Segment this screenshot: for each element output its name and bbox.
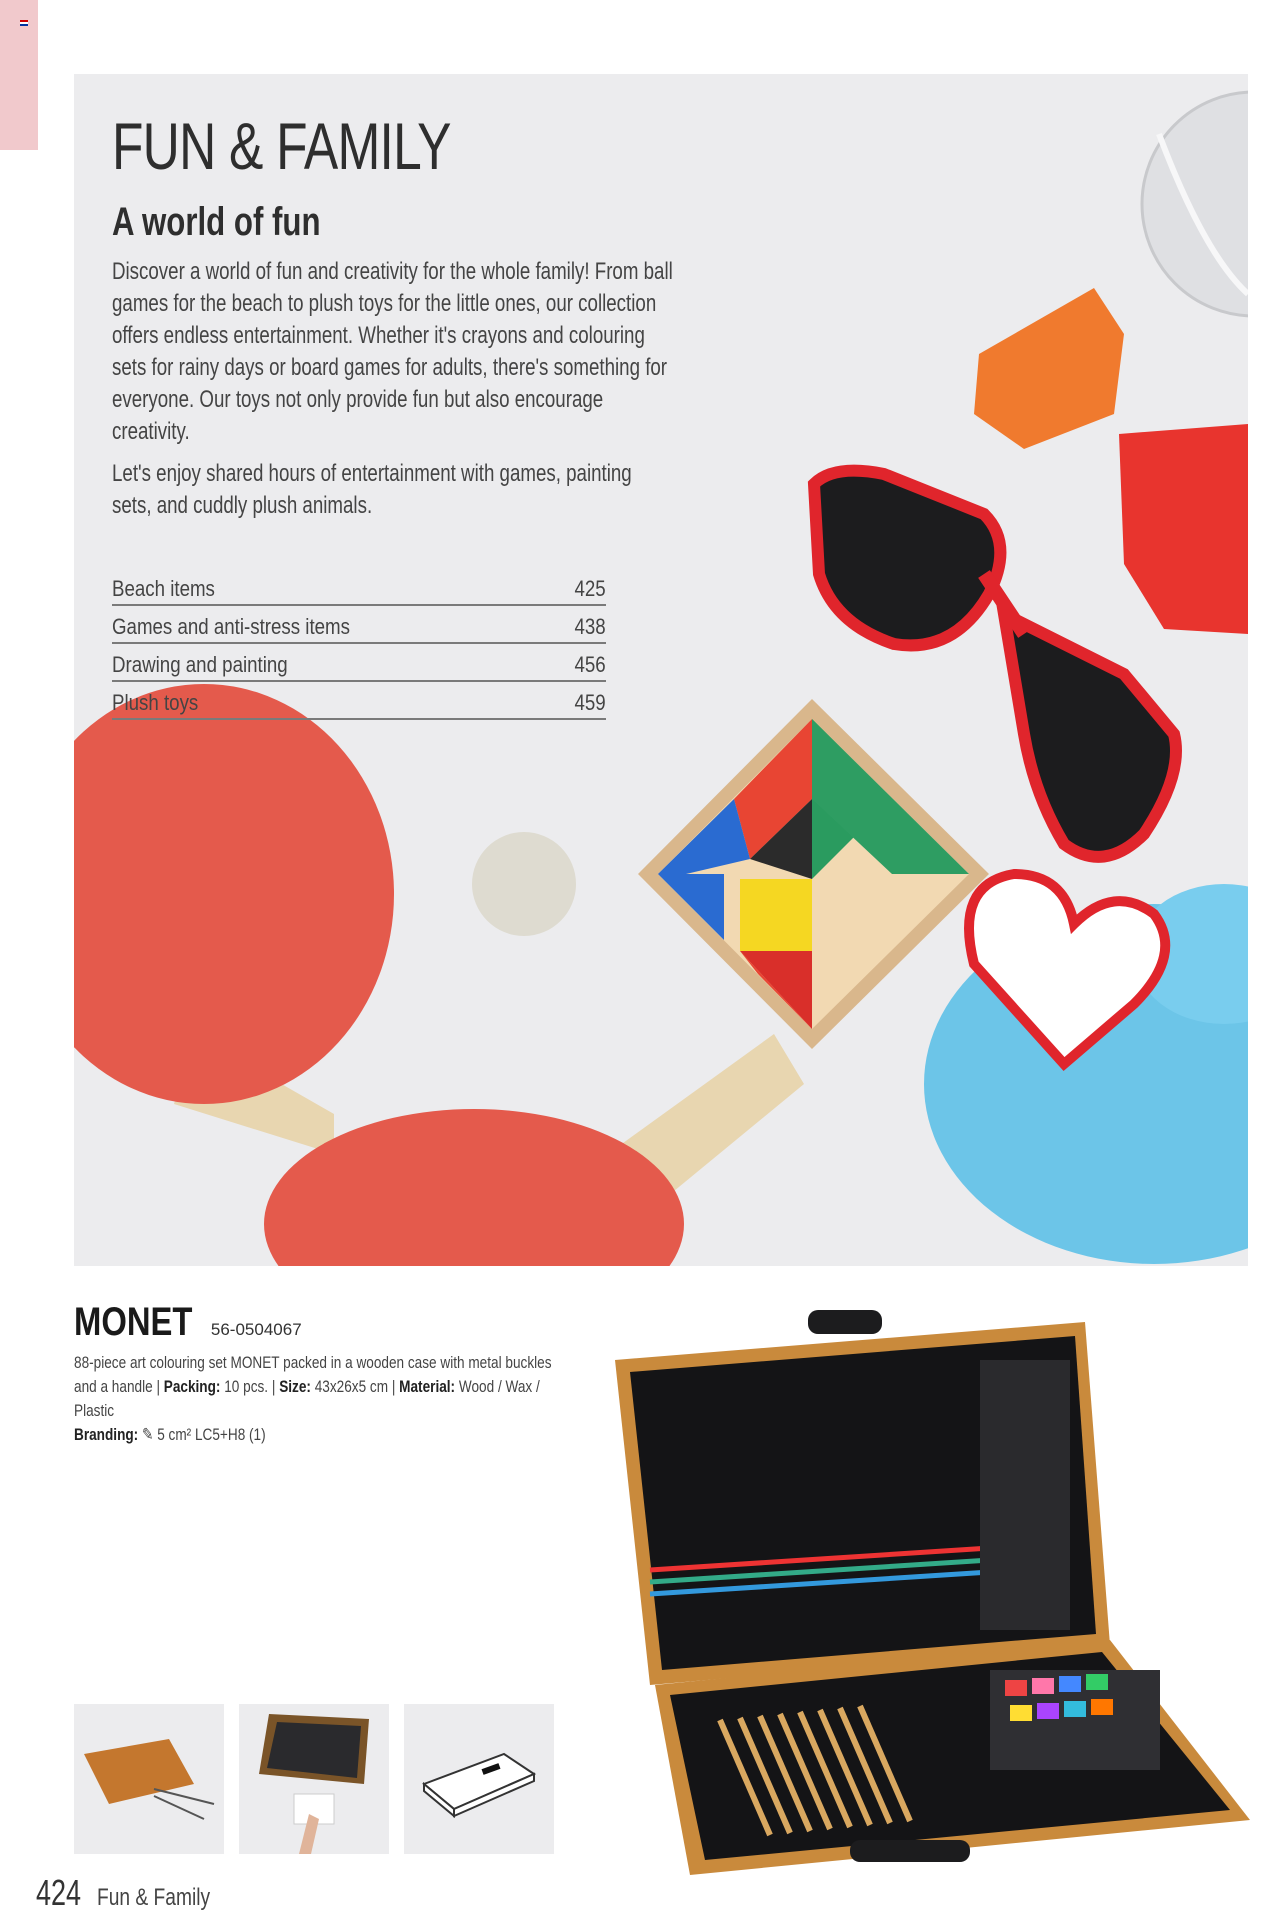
thumbnail-closed-case[interactable] [74,1704,224,1854]
toc-item-page: 459 [574,690,606,715]
page-title: FUN & FAMILY [112,109,451,183]
orange-block-image [974,288,1124,449]
toc-item-page: 456 [574,652,606,677]
thumbnail-open-case[interactable] [239,1704,389,1854]
intro-text [112,256,674,532]
toc-item-page: 438 [574,614,606,639]
product-name: MONET [74,1300,193,1344]
glass-ball-image [1142,92,1248,316]
packaging-box-image [404,1704,554,1854]
product-block [74,1300,634,1447]
packing-label: Packing: [163,1377,221,1396]
product-header [74,1300,634,1345]
page-number: 424 [36,1872,82,1913]
toc-item-plush-toys[interactable] [112,684,606,720]
toc-item-label: Beach items [112,576,215,601]
toc-item-label: Plush toys [112,690,199,715]
section-side-tab [0,0,38,150]
product-image-art-set[interactable] [610,1300,1250,1880]
toc-item-beach-items[interactable] [112,570,606,606]
size-value: 43x26x5 cm [314,1377,389,1396]
page-footer [36,1872,238,1914]
toc-item-drawing[interactable] [112,646,606,682]
page-subtitle: A world of fun [112,200,321,244]
branding-value: 5 cm² LC5+H8 (1) [157,1425,266,1444]
tangram-puzzle-image [638,699,989,1049]
footer-section-label: Fun & Family [96,1884,210,1911]
toc-item-games[interactable] [112,608,606,644]
thumbnail-packaging[interactable] [404,1704,554,1854]
material-value: Wood / Wax / Plastic [74,1377,540,1420]
product-description: 88-piece art colouring set MONET packed in a wooden case with metal buckles and a handle | Packing: 10 pcs. | Size: 43x26x5 cm | Material: Wood / Wax / Plastic Branding: ✎ 5 cm² LC5+H8 (1) [74,1353,552,1444]
red-block-image [1119,424,1248,634]
material-label: Material: [399,1377,456,1396]
laser-engraving-icon: ✎ [142,1425,154,1444]
table-of-contents [112,570,606,722]
hero-section [74,74,1248,1266]
toc-item-page: 425 [574,576,606,601]
ping-pong-ball-image [472,832,576,936]
branding-label: Branding: [74,1425,139,1444]
intro-paragraph-2: Let's enjoy shared hours of entertainment with games, painting sets, and cuddly plush animals. [112,460,632,519]
intro-paragraph-1: Discover a world of fun and creativity for the whole family! From ball games for the beach to plush toys for the little ones, our collection offers endless entertainment. Whether it's crayons and colouring sets for rainy days or board games for adults, there's something for everyone. Our toys not only provide fun but also encourage creativity. [112,258,673,445]
toc-item-label: Drawing and painting [112,652,288,677]
packing-value: 10 pcs. [224,1377,269,1396]
size-label: Size: [279,1377,311,1396]
product-code: 56-0504067 [210,1320,302,1339]
product-description-text: 88-piece art colouring set MONET packed in a wooden case with metal buckles and a handle [74,1353,552,1396]
toc-item-label: Games and anti-stress items [112,614,350,639]
open-case-image [239,1704,389,1854]
plush-toy-image [924,874,1248,1264]
closed-case-image [74,1704,224,1854]
flag-icon [20,20,28,26]
ping-pong-paddle-image [74,684,804,1266]
